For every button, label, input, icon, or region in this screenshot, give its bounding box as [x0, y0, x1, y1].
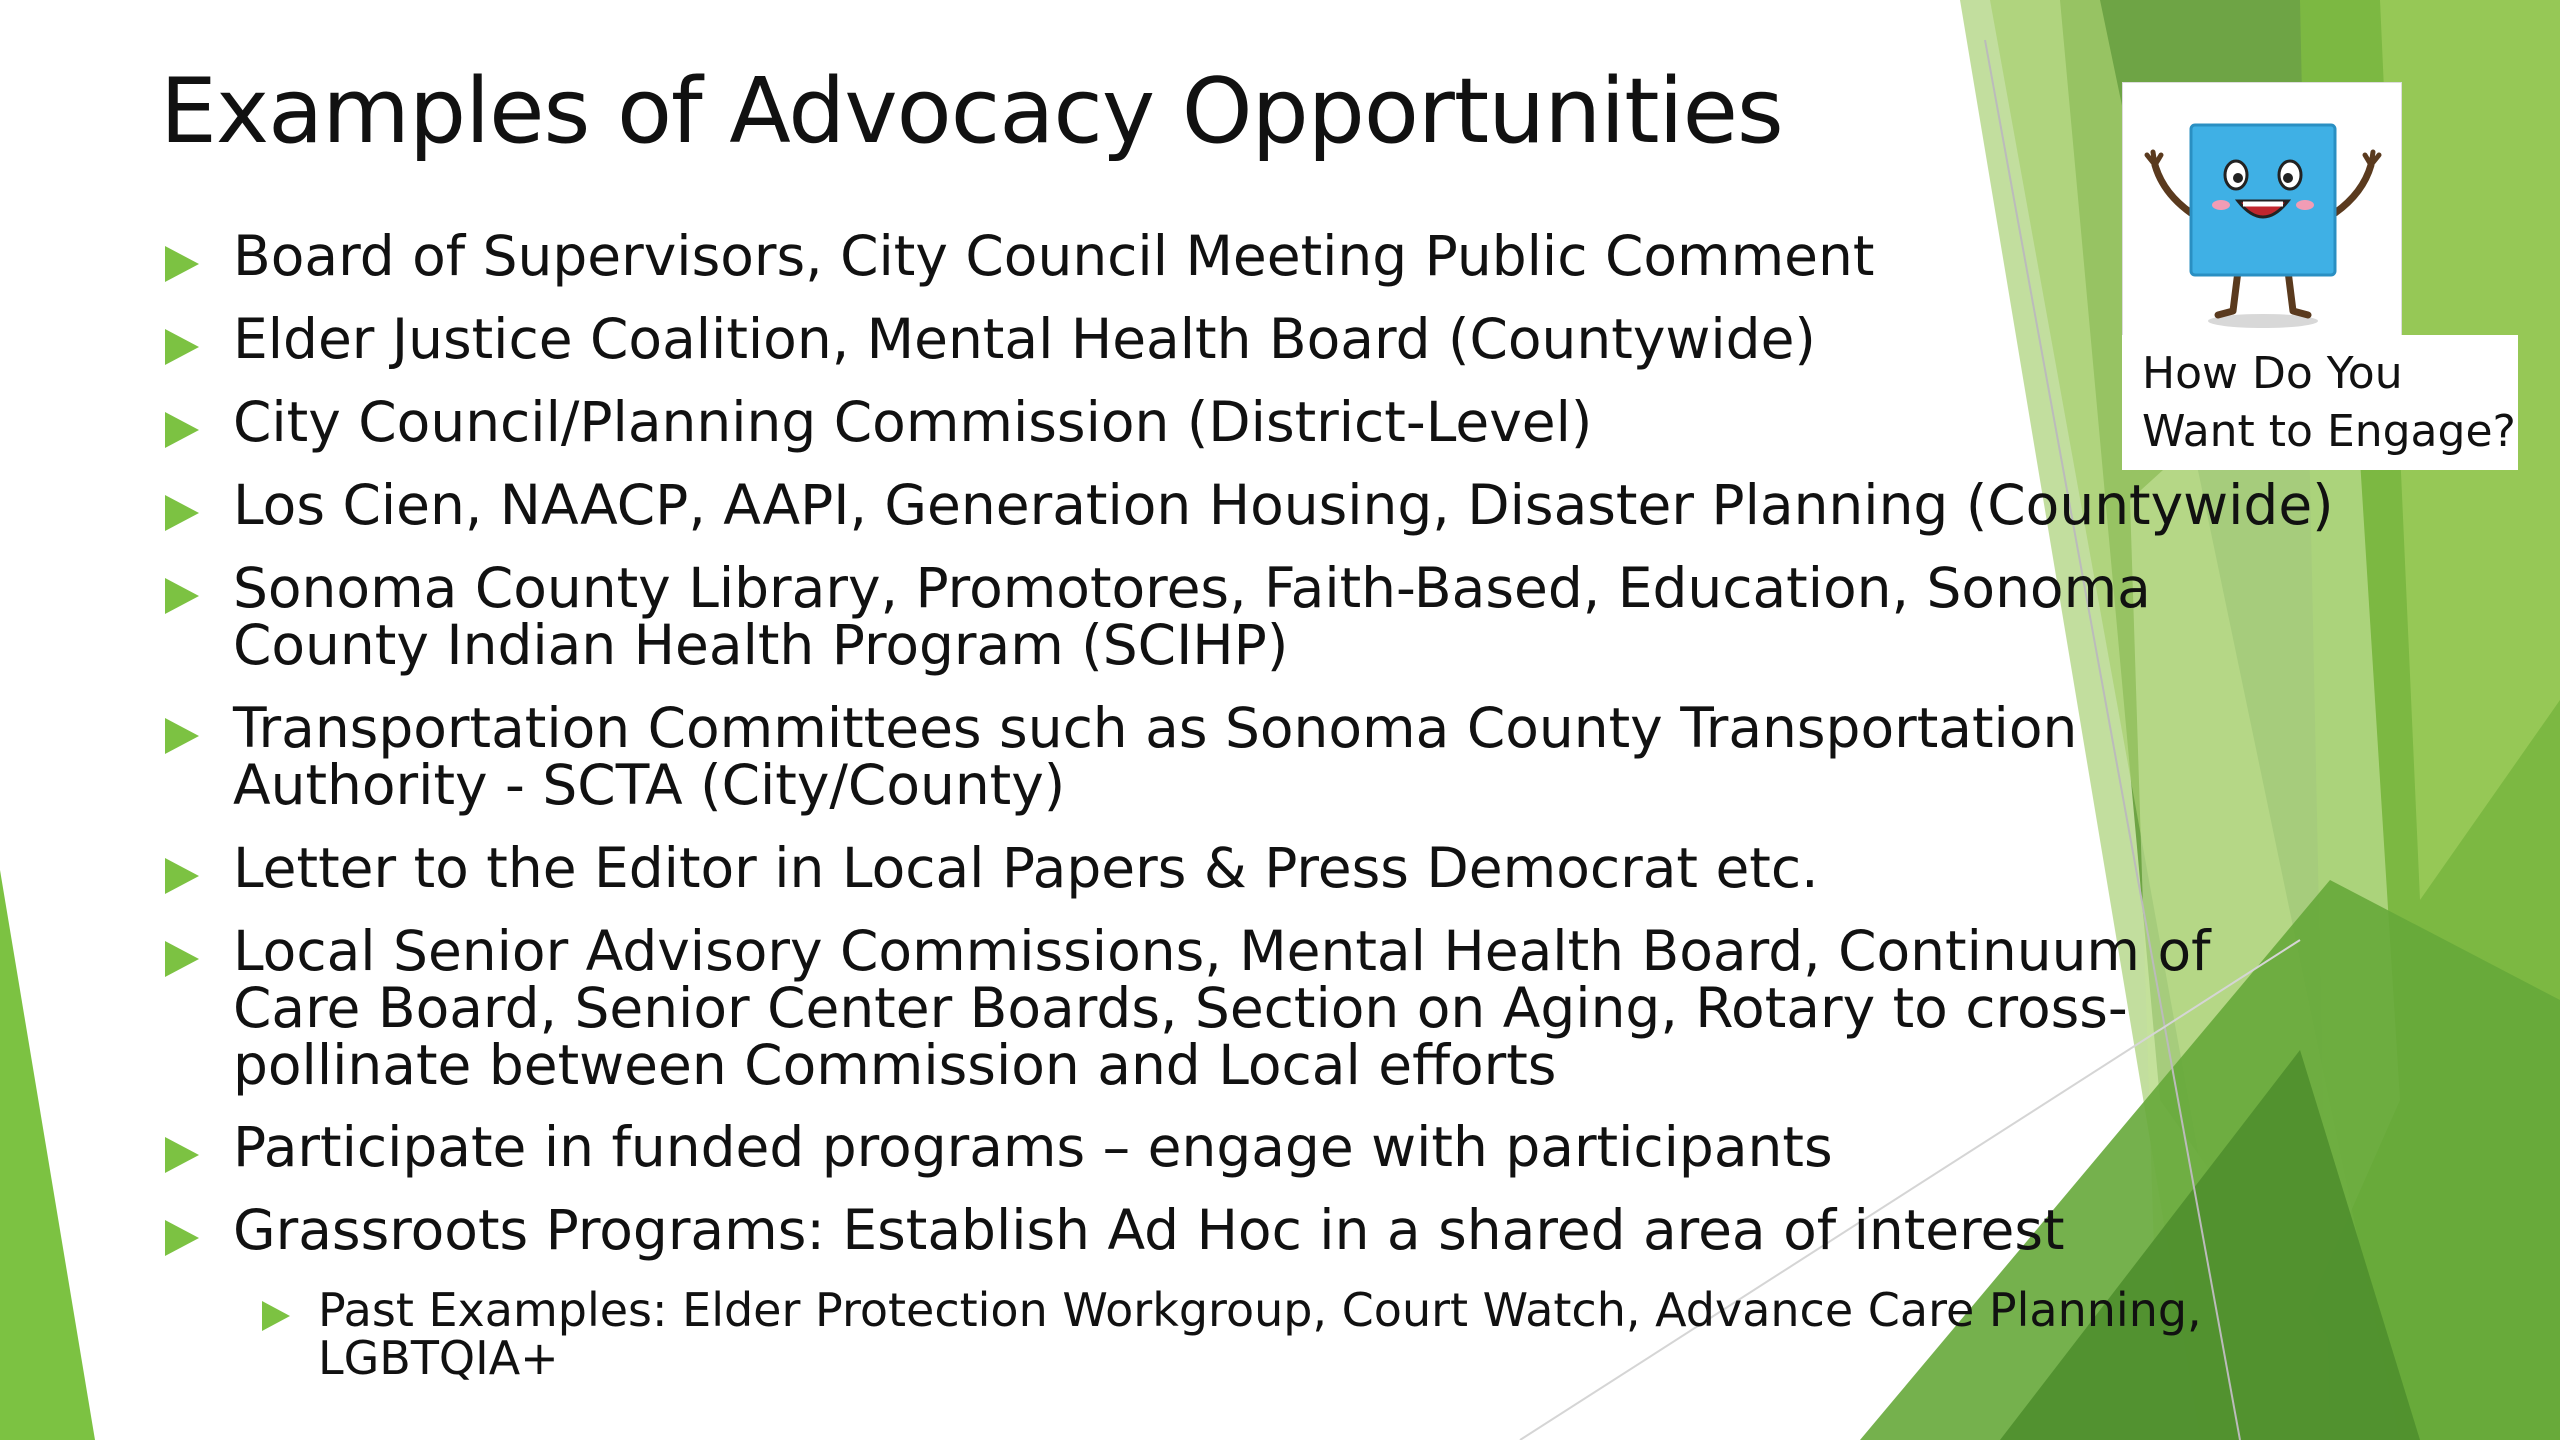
bullet-arrow-icon	[165, 495, 199, 531]
bullet-text: Los Cien, NAACP, AAPI, Generation Housing, Disaster Planning (Countywide)	[233, 473, 2334, 537]
happy-square-character-icon	[2123, 83, 2403, 338]
bullet-arrow-icon	[165, 1137, 199, 1173]
bullet-text: City Council/Planning Commission (District-Level)	[233, 390, 1593, 454]
slide-title: Examples of Advocacy Opportunities	[160, 59, 1783, 164]
bullet-text: Sonoma County Library, Promotores, Faith-Based, Education, Sonoma County Indian Health Program (SCIHP)	[233, 556, 2151, 677]
bullet-arrow-icon	[165, 412, 199, 448]
bullet-text: Board of Supervisors, City Council Meeting Public Comment	[233, 224, 1875, 288]
bullet-arrow-icon	[165, 941, 199, 977]
bullet-arrow-icon	[165, 718, 199, 754]
sub-bullet-arrow-icon	[262, 1301, 290, 1331]
bullet-arrow-icon	[165, 246, 199, 282]
bullet-text: Elder Justice Coalition, Mental Health Board (Countywide)	[233, 307, 1816, 371]
bullet-arrow-icon	[165, 329, 199, 365]
bullet-text: Participate in funded programs – engage with participants	[233, 1115, 1833, 1179]
bullet-text: Grassroots Programs: Establish Ad Hoc in a shared area of interest	[233, 1198, 2065, 1262]
sub-bullet-text: Past Examples: Elder Protection Workgroup, Court Watch, Advance Care Planning, LGBTQIA+	[318, 1283, 2202, 1385]
bullet-text: Letter to the Editor in Local Papers & Press Democrat etc.	[233, 836, 1819, 900]
bullet-arrow-icon	[165, 578, 199, 614]
bullet-text: Transportation Committees such as Sonoma County Transportation Authority - SCTA (City/County)	[233, 696, 2078, 817]
engage-caption: How Do You Want to Engage?	[2122, 335, 2518, 470]
bullet-text: Local Senior Advisory Commissions, Mental Health Board, Continuum of Care Board, Senior Center Boards, Section on Aging, Rotary to cross- pollinate between Commission and Local efforts	[233, 919, 2211, 1097]
bullet-arrow-icon	[165, 858, 199, 894]
bullet-arrow-icon	[165, 1220, 199, 1256]
engage-image-card	[2122, 82, 2402, 337]
